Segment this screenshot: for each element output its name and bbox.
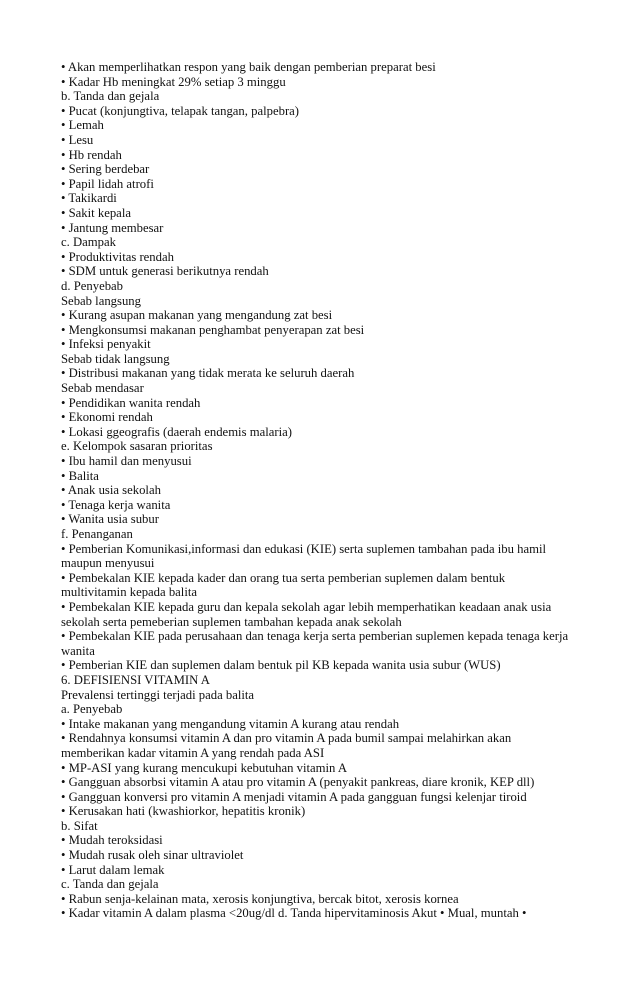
text-line: • Pembekalan KIE kepada kader dan orang tua serta pemberian suplemen dalam bentuk [61,570,506,585]
text-line: • Pendidikan wanita rendah [61,395,201,410]
text-line: • Akan memperlihatkan respon yang baik dengan pemberian preparat besi [61,60,436,74]
text-line: • Kerusakan hati (kwashiorkor, hepatitis kronik) [61,804,306,819]
section-heading: b. Tanda dan gejala [61,89,160,104]
section-heading: a. Penyebab [61,702,123,717]
text-line: • Rendahnya konsumsi vitamin A dan pro vitamin A pada bumil sampai melahirkan akan [61,731,512,746]
text-line: multivitamin kepada balita [61,585,198,600]
section-heading: e. Kelompok sasaran prioritas [61,439,213,454]
document-page [61,60,601,921]
text-line: • Lesu [61,132,94,147]
text-line: • Tenaga kerja wanita [61,497,171,512]
text-line: • Infeksi penyakit [61,337,151,352]
text-line: maupun menyusui [61,556,155,571]
text-line: • SDM untuk generasi berikutnya rendah [61,264,269,279]
text-line: • Mengkonsumsi makanan penghambat penyerapan zat besi [61,322,365,337]
text-line: • Sakit kepala [61,205,131,220]
text-line: • Wanita usia subur [61,512,159,527]
text-line: • Hb rendah [61,147,122,162]
text-line: • Intake makanan yang mengandung vitamin A kurang atau rendah [61,716,400,731]
text-line: • Sering berdebar [61,162,150,177]
text-line: • Distribusi makanan yang tidak merata ke seluruh daerah [61,366,355,381]
text-line: • Produktivitas rendah [61,249,174,264]
text-line: sekolah serta pemeberian suplemen tambahan kepada anak sekolah [61,614,402,629]
subsection-heading: Sebab langsung [61,293,141,308]
text-line: • Takikardi [61,191,117,206]
text-line: • Pemberian KIE dan suplemen dalam bentuk pil KB kepada wanita usia subur (WUS) [61,658,501,673]
text-line: • Kurang asupan makanan yang mengandung zat besi [61,308,333,323]
text-line: • Lokasi ggeografis (daerah endemis malaria) [61,424,292,439]
text-line: • Papil lidah atrofi [61,176,154,191]
text-line: • Pucat (konjungtiva, telapak tangan, palpebra) [61,103,300,118]
text-line: • Jantung membesar [61,220,164,235]
text-line: • Anak usia sekolah [61,483,161,498]
text-line: • Ibu hamil dan menyusui [61,454,192,469]
text-line: • Lemah [61,118,104,133]
section-heading: f. Penanganan [61,527,133,541]
text-line: • MP-ASI yang kurang mencukupi kebutuhan vitamin A [61,760,347,775]
text-line: • Balita [61,468,99,483]
text-line: • Pembekalan KIE kepada guru dan kepala sekolah agar lebih memperhatikan keadaan anak usia [61,599,552,614]
text-line: • Pembekalan KIE pada perusahaan dan tenaga kerja serta pemberian suplemen kepada tenaga kerja [61,629,569,644]
text-line: memberikan kadar vitamin A yang rendah pada ASI [61,745,325,760]
text-line: wanita [61,643,95,658]
section-heading: d. Penyebab [61,278,124,293]
subsection-heading: Sebab mendasar [61,381,144,396]
section-heading: c. Dampak [61,235,116,250]
text-line: • Pemberian Komunikasi,informasi dan edukasi (KIE) serta suplemen tambahan pada ibu hamil [61,541,547,556]
text-line: • Mudah teroksidasi [61,833,163,848]
text-line: • Mudah rusak oleh sinar ultraviolet [61,848,244,863]
chapter-heading: 6. DEFISIENSI VITAMIN A [61,672,210,687]
text-line: • Rabun senja-kelainan mata, xerosis konjungtiva, bercak bitot, xerosis kornea [61,891,459,906]
section-heading: b. Sifat [61,818,98,833]
text-line: • Gangguan absorbsi vitamin A atau pro vitamin A (penyakit pankreas, diare kronik, KEP dll) [61,775,535,790]
text-line: Prevalensi tertinggi terjadi pada balita [61,687,255,702]
text-line: • Larut dalam lemak [61,862,165,877]
section-heading: c. Tanda dan gejala [61,877,159,892]
text-line: • Gangguan konversi pro vitamin A menjadi vitamin A pada gangguan fungsi kelenjar tiroid [61,789,527,804]
text-line: • Kadar vitamin A dalam plasma <20ug/dl d. Tanda hipervitaminosis Akut • Mual, muntah • [61,906,527,921]
subsection-heading: Sebab tidak langsung [61,351,170,366]
text-line: • Kadar Hb meningkat 29% setiap 3 minggu [61,74,286,89]
text-line: • Ekonomi rendah [61,410,153,425]
